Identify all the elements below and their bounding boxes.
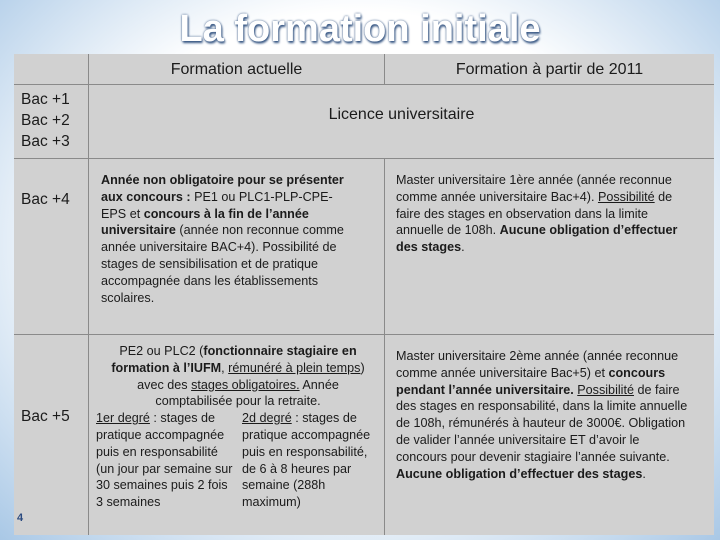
row-divider [14,158,714,159]
comparison-table [14,54,714,535]
bac5-current-intro: PE2 ou PLC2 (fonctionnaire stagiaire en formation à l’IUFM, rémunéré à plein temps) avec des stages obligatoires. Année comptabilisée pour la retraite. [111,344,365,409]
row-divider [14,334,714,335]
header-future: Formation à partir de 2011 [455,61,644,78]
column-divider [384,158,385,535]
bac4-future: Master universitaire 1ère année (année reconnue comme année universitaire Bac+4). Possibilité de faire des stages en observation dans la limite annuelle de 108h. Aucune obligation d’effectuer des stages. [396,173,678,255]
header-current: Formation actuelle [170,61,303,78]
page-number: 4 [17,512,24,524]
row-divider [14,84,714,85]
bac5-current [96,343,380,533]
licence-universitaire: Licence universitaire [328,106,475,123]
label-bac5: Bac +5 [21,408,70,425]
bac4-current: Année non obligatoire pour se présenter aux concours : PE1 ou PLC1-PLP-CPE-EPS et concours à la fin de l’année universitaire (année non reconnue comme année universitaire BAC+4). Possibilité de stages de sensibilisation et de pratique accompagnée dans les établissements scolaires. [101,173,344,305]
page-title: La formation initiale [179,8,541,50]
first-degree-text: 1er degré : stages de pratique accompagnée puis en responsabilité (un jour par semaine sur 30 semaines puis 2 fois 3 semaines [96,411,233,510]
label-bac123: Bac +1 Bac +2 Bac +3 [21,91,70,150]
bac5-current-columns [96,410,380,528]
second-degree-text: 2d degré : stages de pratique accompagnée puis en responsabilité, de 6 à 8 heures par semaine (288h maximum) [242,411,371,510]
column-divider [88,54,89,535]
label-bac4: Bac +4 [21,191,70,208]
bac5-future: Master universitaire 2ème année (année reconnue comme année universitaire Bac+5) et concours pendant l’année universitaire. Possibilité de faire des stages en responsabilité, dans la limite annuelle de 108h, rémunérés à hauteur de 3000€. Obligation de valider l’année universitaire ET d’avoir le concours pour devenir stagiaire l’année suivante. Aucune obligation d’effectuer des stages. [396,349,688,481]
